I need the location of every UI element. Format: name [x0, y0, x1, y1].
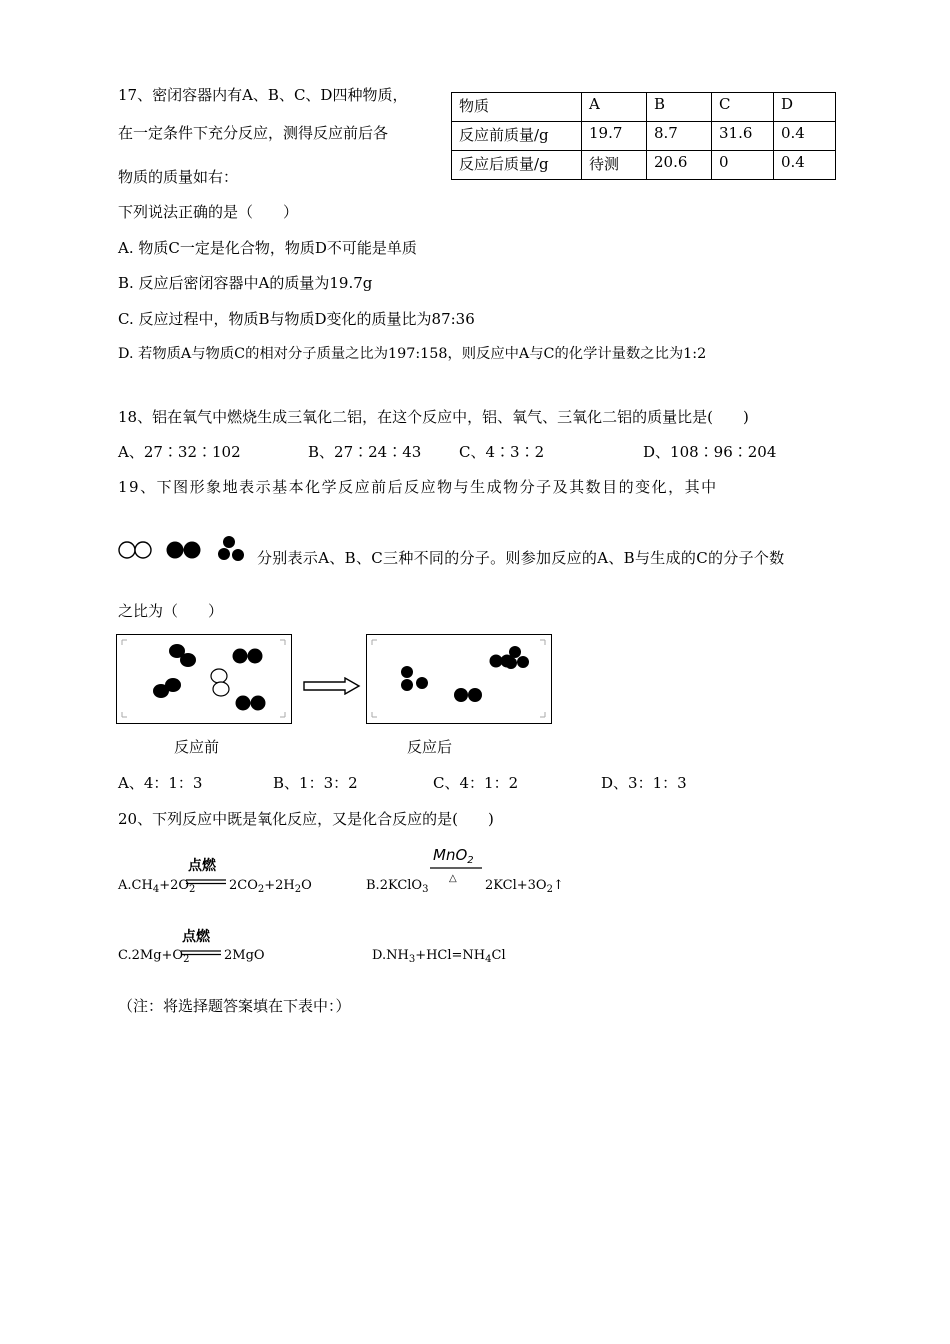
q20-option-d: $D.NH_3+HCl=NH_4Cl$: [372, 948, 506, 965]
table-cell: A: [582, 93, 647, 122]
table-cell: D: [774, 93, 836, 122]
q18-option-a: A、27∶32∶102: [118, 443, 241, 461]
table-cell: 0: [712, 151, 774, 180]
q20-option-c: $C.2Mg+O_2$: [118, 948, 190, 965]
q17-option-c: C. 反应过程中，物质B与物质D变化的质量比为87:36: [118, 310, 475, 328]
molecule-b-icon: [167, 542, 201, 559]
table-cell: 20.6: [647, 151, 712, 180]
q19-option-c: C、4：1：2: [433, 774, 519, 792]
q19-line-3: 之比为（ ）: [118, 602, 224, 620]
table-cell: 待测: [582, 151, 647, 180]
molecule-a-icon: [211, 669, 229, 696]
q17-line-2: 在一定条件下充分反应，测得反应前后各: [118, 124, 389, 142]
mno2-catalyst: MnO$_2$: [433, 846, 474, 866]
table-cell: 0.4: [774, 122, 836, 151]
q20-stem: 20、下列反应中既是氧化反应，又是化合反应的是( ): [118, 810, 494, 828]
q18-option-b: B、27∶24∶43: [308, 443, 422, 461]
reaction-arrow-icon: [303, 677, 361, 695]
q20-option-c-products: 2MgO: [224, 948, 265, 963]
molecule-legend: [116, 532, 256, 568]
q20-option-a-products: $2CO_2+2H_2O$: [229, 878, 312, 895]
table-row: [452, 122, 836, 151]
table-header-row: [452, 93, 836, 122]
q18-option-c: C、4∶3∶2: [459, 443, 545, 461]
q17-option-d: D. 若物质A与物质C的相对分子质量之比为197:158，则反应中A与C的化学计量数之比为1:2: [118, 346, 707, 362]
before-molecules: [117, 635, 291, 723]
before-reaction-box: [116, 634, 292, 724]
table-cell: C: [712, 93, 774, 122]
q17-prompt: 下列说法正确的是（ ）: [118, 203, 299, 221]
burn-condition-c: 点燃: [182, 929, 210, 945]
burn-condition-a: 点燃: [188, 858, 216, 874]
q19-option-a: A、4：1：3: [118, 774, 203, 792]
table-cell: B: [647, 93, 712, 122]
table-cell: 反应后质量/g: [452, 151, 582, 180]
q19-option-d: D、3：1：3: [601, 774, 687, 792]
table-cell: 反应前质量/g: [452, 122, 582, 151]
label-after: 反应后: [407, 738, 453, 756]
q19-option-b: B、1：3：2: [273, 774, 358, 792]
q19-line-2: 分别表示A、B、C三种不同的分子。则参加反应的A、B与生成的C的分子个数: [257, 549, 785, 567]
after-reaction-box: [366, 634, 552, 724]
double-line-icon: [186, 879, 226, 885]
q17-line-1: 17、密闭容器内有A、B、C、D四种物质，: [118, 86, 408, 104]
double-line-icon: [181, 950, 221, 956]
q20-option-b-products: $2KCl+3O_2↑$: [485, 878, 564, 895]
molecule-a-icon: [119, 542, 151, 558]
table-cell: 0.4: [774, 151, 836, 180]
q17-option-a: A. 物质C一定是化合物，物质D不可能是单质: [118, 239, 417, 257]
molecule-b-icon: [153, 678, 181, 698]
molecule-b-icon: [454, 688, 482, 702]
q18-stem: 18、铝在氧气中燃烧生成三氧化二铝，在这个反应中，铝、氧气、三氧化二铝的质量比是( ): [118, 408, 749, 426]
molecule-b-icon: [169, 644, 196, 667]
q18-option-d: D、108∶96∶204: [643, 443, 777, 461]
table-cell: 19.7: [582, 122, 647, 151]
molecule-c-icon: [218, 536, 244, 561]
molecule-c-icon: [401, 666, 428, 691]
table-cell: 31.6: [712, 122, 774, 151]
table-cell: 8.7: [647, 122, 712, 151]
label-before: 反应前: [174, 738, 220, 756]
heat-icon: △: [449, 873, 457, 884]
mass-table: [451, 92, 836, 180]
q20-option-a: $A.CH_4+2O_2$: [118, 878, 196, 895]
table-cell: 物质: [452, 93, 582, 122]
answer-note: （注：将选择题答案填在下表中：）: [118, 997, 351, 1015]
molecule-b-icon: [236, 696, 266, 711]
table-row: [452, 151, 836, 180]
molecule-b-icon: [233, 649, 263, 664]
q17-option-b: B. 反应后密闭容器中A的质量为19.7g: [118, 274, 373, 292]
q20-option-b: B.2KClO$_3$: [366, 878, 429, 895]
after-molecules: [367, 635, 551, 723]
q19-line-1: 19、下图形象地表示基本化学反应前后反应物与生成物分子及其数目的变化，其中: [118, 478, 718, 496]
q17-line-3: 物质的质量如右：: [118, 168, 239, 186]
